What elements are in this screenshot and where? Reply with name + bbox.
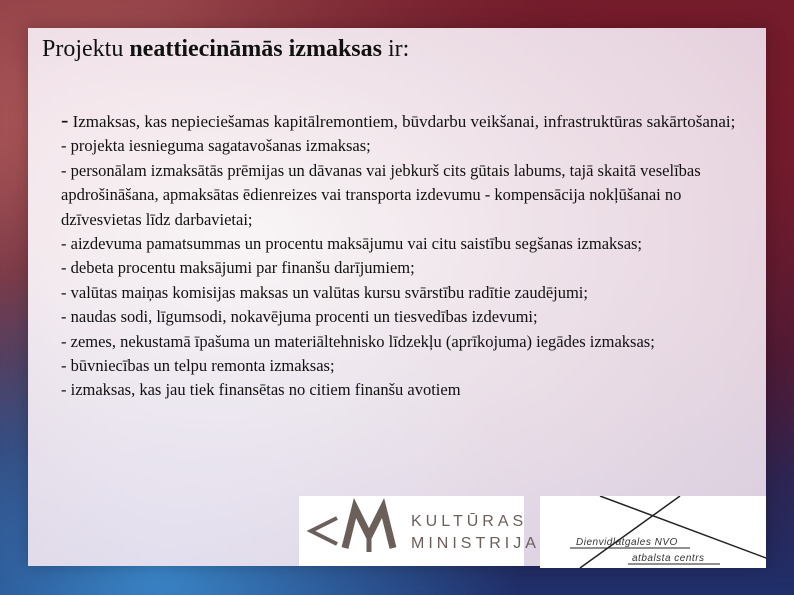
ngo-subtitle: atbalsta centrs bbox=[632, 553, 705, 564]
list-item: - projekta iesnieguma sagatavošanas izmaksas; bbox=[61, 136, 371, 156]
ngo-support-center-logo bbox=[540, 496, 766, 568]
list-item: - aizdevuma pamatsummas un procentu maksājumu vai citu saistību segšanas izmaksas; bbox=[61, 234, 643, 254]
list-item: - personālam izmaksātās prēmijas un dāvanas vai jebkurš cits gūtais labums, tajā skaitā veselības apdrošināšana, apmaksātas ēdienreizes vai transporta izdevumu - kompensācija nokļūšanai no dzīvesvietas līdz darbavietai; bbox=[61, 160, 701, 229]
slide-title: Projektu neattiecināmās izmaksas ir: bbox=[42, 36, 410, 62]
list-item: - zemes, nekustamā īpašuma un materiāltehnisko līdzekļu (aprīkojuma) iegādes izmaksas; bbox=[61, 331, 655, 351]
ngo-name: Dienvidlatgales NVO bbox=[576, 537, 678, 548]
list-item: - debeta procentu maksājumi par finanšu darījumiem; bbox=[61, 258, 415, 278]
culture-ministry-logo bbox=[299, 496, 540, 566]
list-item: - izmaksas, kas jau tiek finansētas no citiem finanšu avotiem bbox=[61, 380, 461, 400]
list-item: - būvniecības un telpu remonta izmaksas; bbox=[61, 356, 335, 376]
title-bold: neattiecināmās izmaksas bbox=[129, 36, 382, 62]
list-item: - valūtas maiņas komisijas maksas un valūtas kursu svārstību radītie zaudējumi; bbox=[61, 282, 588, 302]
list-item: - naudas sodi, līgumsodi, nokavējuma procenti un tiesvedības izdevumi; bbox=[61, 307, 538, 327]
cost-list bbox=[61, 108, 761, 403]
ministry-wordmark: KULTŪRAS MINISTRIJA bbox=[411, 513, 540, 552]
list-item: - Izmaksas, kas nepieciešamas kapitālremontiem, būvdarbu veikšanai, infrastruktūras sakārtošanai; bbox=[61, 107, 736, 132]
